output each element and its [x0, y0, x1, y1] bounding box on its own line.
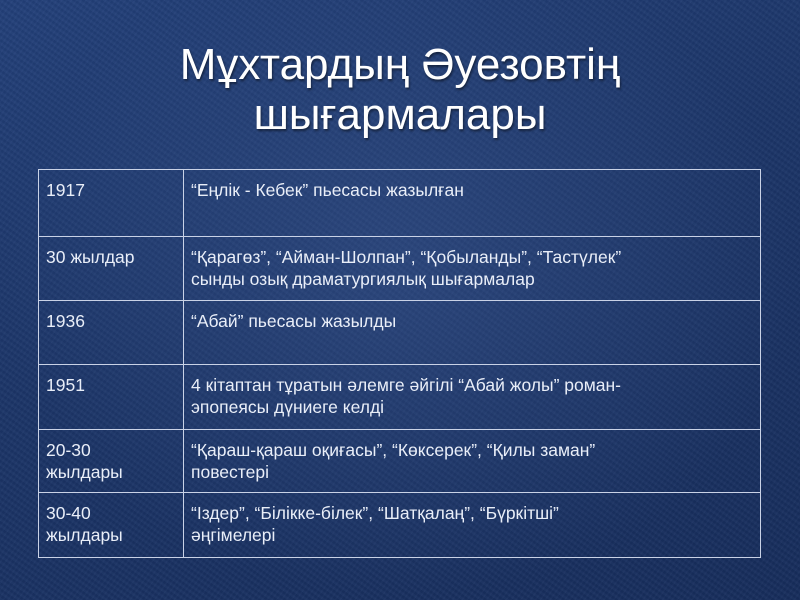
description-text: “Іздер”, “Білікке-білек”, “Шатқалаң”, “Бүркітші” — [191, 503, 559, 523]
table-row — [39, 237, 761, 301]
period-text: жылдары — [46, 525, 123, 545]
period-cell — [39, 493, 184, 558]
period-text: 30-40 — [46, 503, 91, 523]
period-text: 1936 — [46, 311, 85, 331]
description-text: “Қарагөз”, “Айман-Шолпан”, “Қобыланды”, “Тастүлек” — [191, 247, 622, 267]
works-table — [38, 169, 761, 558]
slide-title-line-1: Мұхтардың Әуезовтің — [179, 40, 621, 89]
table-row — [39, 430, 761, 493]
description-cell — [184, 237, 761, 301]
period-cell — [39, 170, 184, 237]
slide-title-line-2: шығармалары — [253, 90, 547, 139]
table-row — [39, 301, 761, 365]
description-text: повестері — [191, 462, 269, 482]
description-cell — [184, 430, 761, 493]
description-cell — [184, 301, 761, 365]
period-text: 1917 — [46, 180, 85, 200]
period-cell — [39, 237, 184, 301]
description-text: әңгімелері — [191, 525, 276, 545]
description-text: “Абай” пьесасы жазылды — [191, 311, 397, 331]
period-cell — [39, 365, 184, 430]
description-text: “Қараш-қараш оқиғасы”, “Көксерек”, “Қилы заман” — [191, 440, 596, 460]
period-text: 1951 — [46, 375, 85, 395]
slide-title — [0, 40, 800, 140]
description-text: сынды озық драматургиялық шығармалар — [191, 269, 535, 289]
description-text: “Еңлік - Кебек” пьесасы жазылған — [191, 180, 464, 200]
table-row — [39, 365, 761, 430]
description-text: 4 кітаптан тұратын әлемге әйгілі “Абай жолы” роман- — [191, 375, 621, 395]
period-text: 30 жылдар — [46, 247, 135, 267]
description-text: эпопеясы дүниеге келді — [191, 397, 385, 417]
description-cell — [184, 170, 761, 237]
period-text: 20-30 — [46, 440, 91, 460]
period-cell — [39, 301, 184, 365]
period-cell — [39, 430, 184, 493]
period-text: жылдары — [46, 462, 123, 482]
description-cell — [184, 493, 761, 558]
table-row — [39, 493, 761, 558]
description-cell — [184, 365, 761, 430]
table-row — [39, 170, 761, 237]
